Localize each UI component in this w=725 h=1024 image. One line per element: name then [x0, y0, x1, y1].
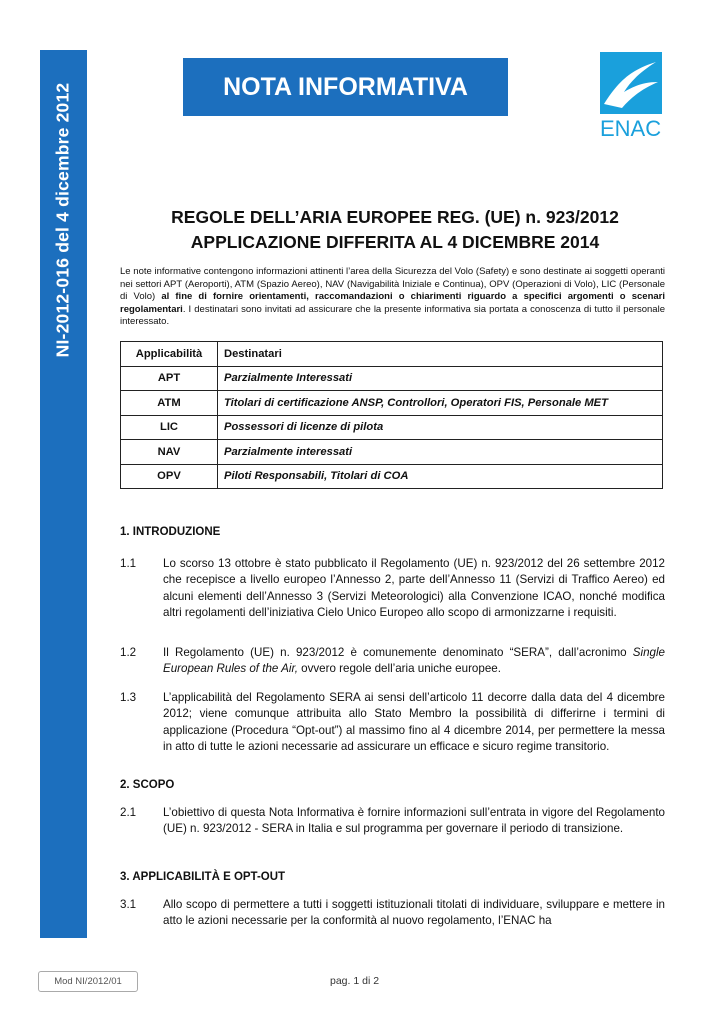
table-row	[121, 366, 663, 391]
logo-swoosh-icon	[600, 52, 662, 114]
table-row	[121, 391, 663, 416]
intro-text-2: . I destinatari sono invitati ad assicurare che la presente informativa sia portata a conoscenza di tutto il personale interessato.	[120, 303, 665, 328]
table-cell-recipients: Parzialmente Interessati	[218, 366, 663, 391]
logo-wordmark: ENAC	[600, 116, 662, 141]
table-cell-sector: NAV	[121, 440, 218, 465]
form-code: Mod NI/2012/01	[54, 976, 122, 987]
paragraph-text-a: Il Regolamento (UE) n. 923/2012 è comunemente denominato “SERA”, dall’acronimo	[163, 646, 633, 659]
enac-logo-mark	[600, 52, 662, 114]
paragraph-text	[163, 645, 665, 678]
table-row	[121, 415, 663, 440]
table-row	[121, 464, 663, 489]
paragraph-number: 1.3	[120, 691, 137, 704]
header-title: NOTA INFORMATIVA	[223, 72, 468, 101]
table-cell-sector: LIC	[121, 415, 218, 440]
table-cell-recipients: Titolari di certificazione ANSP, Controllori, Operatori FIS, Personale MET	[218, 391, 663, 416]
paragraph-text: L’applicabilità del Regolamento SERA ai sensi dell’articolo 11 decorre dalla data del 4 dicembre 2012; viene comunque attribuita allo Stato Membro la possibilità di differirne i termini di applicazione (Procedura “Opt-out”) al massimo fino al 4 dicembre 2014, per permettere la messa in atto di tutte le azioni necessarie ad assicurare un efficace e sicuro regime transitorio.	[163, 691, 665, 753]
paragraph-text-italic: Single European Rules of the Air,	[163, 646, 665, 676]
document-id-text: NI-2012-016 del 4 dicembre 2012	[52, 82, 73, 358]
paragraph-text: Allo scopo di permettere a tutti i soggetti istituzionali titolati di individuare, sviluppare e mettere in atto le azioni necessarie per la conformità al nuovo regolamento, l’ENAC ha	[163, 898, 665, 928]
table-header-recipients: Destinatari	[218, 342, 663, 367]
table-cell-sector: OPV	[121, 464, 218, 489]
table-cell-recipients: Possessori di licenze di pilota	[218, 415, 663, 440]
table-header-row	[121, 342, 663, 367]
paragraph-number: 1.1	[120, 557, 137, 570]
document-title-line2: APPLICAZIONE DIFFERITA AL 4 DICEMBRE 2014	[190, 232, 600, 252]
paragraph-text: Lo scorso 13 ottobre è stato pubblicato il Regolamento (UE) n. 923/2012 del 26 settembre 2012 che recepisce a livello europeo l’Annesso 2, parte dell’Annesso 11 (Servizi di Traffico Aereo) ed alcuni elementi dell’Annesso 3 (Servizi Meteorologici) alla Convenzione ICAO, nonché modifica altri regolamenti dell’iniziativa Cielo Unico Europeo allo scopo di armonizzarne i requisiti.	[163, 557, 665, 619]
intro-text-1: Le note informative contengono informazioni attinenti l’area della Sicurezza del Volo (Safety) e sono destinate ai soggetti operanti nei settori APT (Aeroporti), ATM (Spazio Aereo), NAV (Navigabilità Iniziale e Continua), OPV (Operazioni di Volo), LIC (Personale di Volo)	[120, 266, 665, 303]
section-heading-applicability: 3. APPLICABILITÀ E OPT-OUT	[120, 871, 286, 883]
form-code-box	[38, 971, 138, 992]
header-banner	[183, 58, 508, 116]
section-heading-scope: 2. SCOPO	[120, 779, 175, 791]
page-number: pag. 1 di 2	[330, 975, 380, 987]
paragraph-number: 2.1	[120, 806, 137, 819]
table-header-applicability: Applicabilità	[121, 342, 218, 367]
section-heading-introduction: 1. INTRODUZIONE	[120, 526, 221, 538]
document-title-line1: REGOLE DELL’ARIA EUROPEE REG. (UE) n. 923/2012	[171, 207, 619, 227]
intro-text-bold: al fine di fornire orientamenti, raccomandazioni o chiarimenti riguardo a specifici argomenti o scenari regolamentari	[120, 291, 665, 315]
table-row	[121, 440, 663, 465]
paragraph-text: L’obiettivo di questa Nota Informativa è fornire informazioni sull’entrata in vigore del Regolamento (UE) n. 923/2012 - SERA in Italia e sul programma per governare il periodo di transizione.	[163, 806, 665, 836]
intro-paragraph	[120, 266, 665, 329]
table-cell-recipients: Piloti Responsabili, Titolari di COA	[218, 464, 663, 489]
table-cell-sector: ATM	[121, 391, 218, 416]
paragraph-text-b: ovvero regole dell’aria uniche europee.	[297, 662, 501, 676]
applicability-table	[120, 341, 663, 489]
table-cell-recipients: Parzialmente interessati	[218, 440, 663, 465]
paragraph-number: 3.1	[120, 898, 137, 911]
table-cell-sector: APT	[121, 366, 218, 391]
paragraph-number: 1.2	[120, 646, 137, 659]
enac-logo	[600, 52, 662, 146]
